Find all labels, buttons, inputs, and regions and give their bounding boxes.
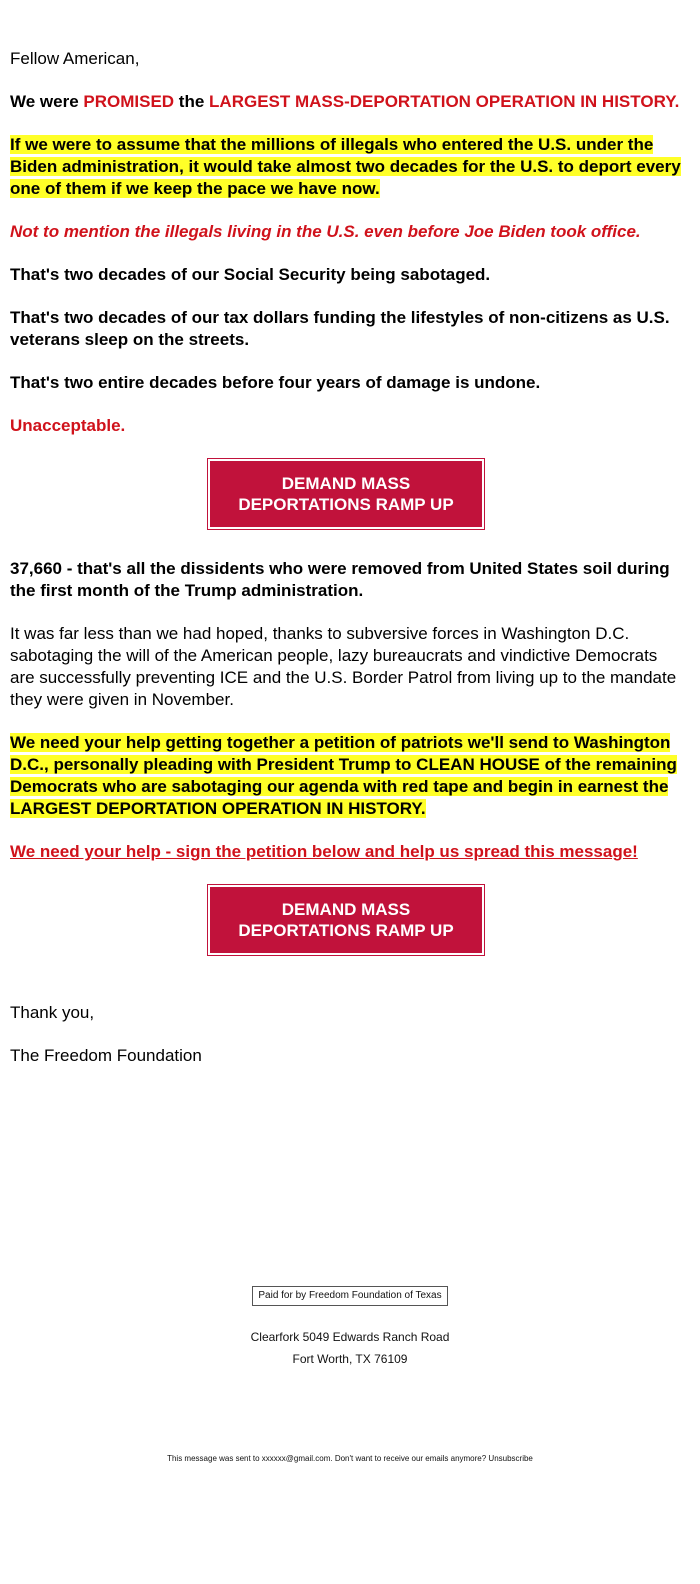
demand-deportations-button-top[interactable] xyxy=(210,461,482,527)
damage-paragraph: That's two entire decades before four years of damage is undone. xyxy=(10,373,541,392)
before-biden-paragraph: Not to mention the illegals living in the U.S. even before Joe Biden took office. xyxy=(10,222,641,241)
cta-border-bottom xyxy=(207,884,485,956)
promised-word: PROMISED xyxy=(83,92,175,111)
removals-paragraph: 37,660 - that's all the dissidents who were removed from United States soil during the first month of the Trump administration. xyxy=(10,559,670,600)
petition-paragraph xyxy=(10,732,682,820)
address-line2: Fort Worth, TX 76109 xyxy=(292,1352,408,1366)
decades-highlight: If we were to assume that the millions of illegals who entered the U.S. under the Biden administration, it would take almost two decades for the U.S. to deport every one of them if we keep the pace we have now. xyxy=(10,135,681,198)
closing: Thank you, xyxy=(10,1003,95,1022)
tax-dollars-paragraph: That's two decades of our tax dollars funding the lifestyles of non-citizens as U.S. veterans sleep on the streets. xyxy=(10,308,670,349)
cta-line1: DEMAND MASS xyxy=(281,900,411,919)
promise-paragraph xyxy=(10,91,682,113)
salutation: Fellow American, xyxy=(10,49,140,68)
subversive-forces-paragraph: It was far less than we had hoped, thanks to subversive forces in Washington D.C. sabotaging the will of the American people, lazy bureaucrats and vindictive Democrats are successfully preventing ICE and the U.S. Border Patrol from living up to the mandate they were given in November. xyxy=(10,624,677,709)
promise-text-c: the xyxy=(174,92,210,111)
cta-border-top xyxy=(207,458,485,530)
sign-petition-link[interactable]: We need your help - sign the petition below and help us spread this message! xyxy=(10,842,638,861)
cta-container-top xyxy=(10,458,682,530)
email-body xyxy=(10,48,682,1088)
decades-paragraph xyxy=(10,134,682,200)
address-line1: Clearfork 5049 Edwards Ranch Road xyxy=(250,1330,450,1344)
paid-for-box: Paid for by Freedom Foundation of Texas xyxy=(252,1286,447,1306)
unsubscribe-notice[interactable]: This message was sent to xxxxxx@gmail.com. Don't want to receive our emails anymore? Unsubscribe xyxy=(167,1454,533,1463)
cta-line2: DEPORTATIONS RAMP UP xyxy=(238,921,454,940)
social-security-paragraph: That's two decades of our Social Security being sabotaged. xyxy=(10,265,491,284)
footer-paid-for xyxy=(0,1286,700,1306)
promise-text-a: We were xyxy=(10,92,84,111)
cta-container-bottom xyxy=(10,884,682,956)
largest-operation-phrase: LARGEST MASS-DEPORTATION OPERATION IN HISTORY. xyxy=(209,92,680,111)
demand-deportations-button-bottom[interactable] xyxy=(210,887,482,953)
cta-line1: DEMAND MASS xyxy=(281,474,411,493)
signature: The Freedom Foundation xyxy=(10,1046,202,1065)
petition-highlight: We need your help getting together a petition of patriots we'll send to Washington D.C., personally pleading with President Trump to CLEAN HOUSE of the remaining Democrats who are sabotaging our agenda with red tape and begin in earnest the LARGEST DEPORTATION OPERATION IN HISTORY. xyxy=(10,733,677,818)
footer-address xyxy=(0,1326,700,1370)
cta-line2: DEPORTATIONS RAMP UP xyxy=(238,495,454,514)
unacceptable-text: Unacceptable. xyxy=(10,416,126,435)
